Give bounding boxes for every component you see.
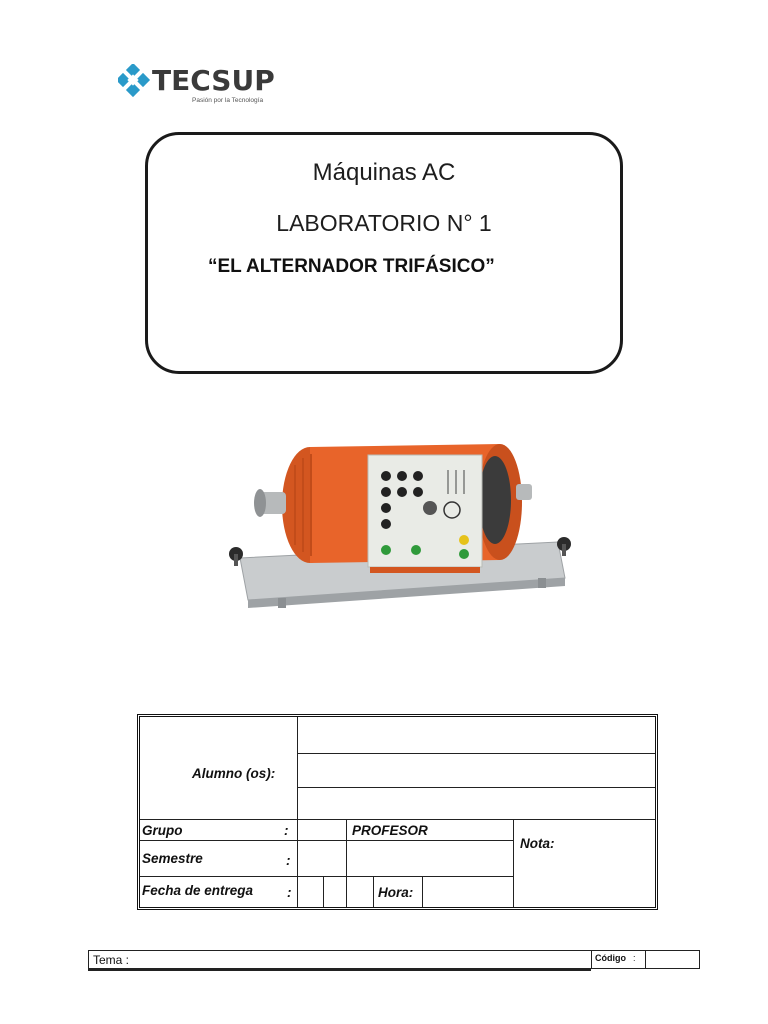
semestre-label: Semestre — [142, 851, 203, 866]
lab-number: LABORATORIO N° 1 — [276, 210, 492, 236]
tema-label: Tema : — [93, 953, 130, 967]
codigo-colon: : — [633, 953, 636, 963]
profesor-label: PROFESOR — [352, 823, 428, 838]
lab-subtitle: “EL ALTERNADOR TRIFÁSICO” — [208, 256, 495, 277]
title-box — [145, 132, 623, 374]
grupo-label: Grupo — [142, 823, 183, 838]
logo-wordmark: TECSUP — [152, 64, 275, 97]
footer-underline — [88, 969, 591, 971]
alternator-illustration — [220, 430, 580, 630]
fecha-colon: : — [287, 885, 292, 900]
semestre-colon: : — [286, 853, 291, 868]
course-title: Máquinas AC — [312, 159, 456, 186]
nota-label: Nota: — [520, 836, 555, 851]
student-info-table — [137, 714, 658, 910]
fecha-entrega-label: Fecha de entrega — [142, 883, 254, 898]
tecsup-logo — [118, 62, 275, 110]
alumno-label: Alumno (os): — [192, 766, 276, 781]
logo-tagline: Pasión por la Tecnología — [192, 97, 264, 104]
hora-label: Hora: — [378, 885, 414, 900]
grupo-colon: : — [284, 823, 289, 838]
tecsup-logo-icon — [118, 64, 152, 98]
footer-bar — [88, 950, 700, 969]
codigo-label: Código — [595, 953, 626, 963]
